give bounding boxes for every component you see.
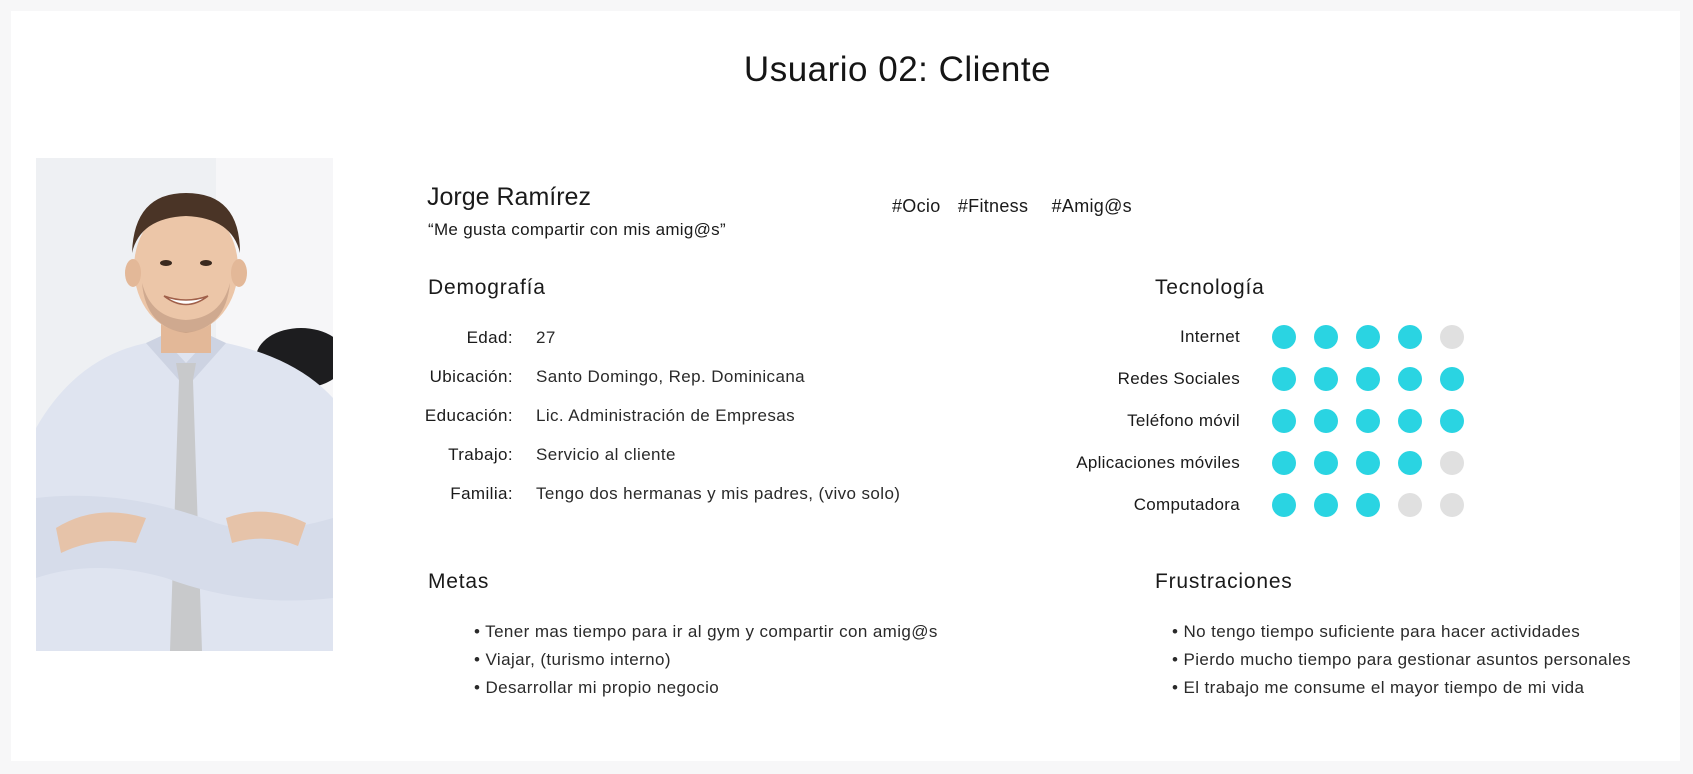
rating-dot (1398, 493, 1422, 517)
demografia-heading: Demografía (428, 276, 546, 299)
rating-dot (1440, 409, 1464, 433)
frustraciones-heading: Frustraciones (1155, 570, 1293, 593)
page-title: Usuario 02: Cliente (743, 50, 1052, 89)
metas-list (474, 618, 938, 702)
rating-dot (1356, 451, 1380, 475)
rating-dot (1398, 367, 1422, 391)
demografia-label: Educación: (424, 406, 513, 425)
person-photo-icon (36, 158, 333, 651)
rating-dot (1356, 325, 1380, 349)
rating-dot (1272, 451, 1296, 475)
rating-dot (1314, 325, 1338, 349)
demografia-value: 27 (536, 328, 556, 347)
rating-dot (1272, 409, 1296, 433)
list-item: • Desarrollar mi propio negocio (474, 678, 720, 697)
rating-dot (1314, 409, 1338, 433)
rating-dot (1440, 493, 1464, 517)
demografia-row (400, 484, 1100, 508)
list-item: • No tengo tiempo suficiente para hacer actividades (1172, 622, 1581, 641)
list-item: • Viajar, (turismo interno) (474, 650, 671, 669)
tecnologia-label: Internet (1179, 327, 1240, 346)
rating-dot (1314, 451, 1338, 475)
list-item: • Pierdo mucho tiempo para gestionar asuntos personales (1172, 650, 1631, 669)
rating-dot (1356, 409, 1380, 433)
tag: #Amig@s (1051, 196, 1132, 216)
rating-dot (1272, 325, 1296, 349)
list-item: • El trabajo me consume el mayor tiempo de mi vida (1172, 678, 1585, 697)
rating-dot (1440, 367, 1464, 391)
demografia-row (400, 406, 1100, 430)
tecnologia-label: Computadora (1133, 495, 1240, 514)
demografia-row (400, 367, 1100, 391)
demografia-value: Santo Domingo, Rep. Dominicana (536, 367, 806, 386)
persona-quote: “Me gusta compartir con mis amig@s” (428, 220, 726, 239)
tag: #Fitness (957, 196, 1029, 216)
frustraciones-list (1172, 618, 1631, 702)
metas-heading: Metas (428, 570, 490, 593)
rating-dot (1314, 493, 1338, 517)
tecnologia-heading: Tecnología (1155, 276, 1265, 299)
persona-name: Jorge Ramírez (427, 183, 591, 211)
rating-dot (1440, 325, 1464, 349)
tecnologia-label: Aplicaciones móviles (1076, 453, 1240, 472)
tecnologia-label: Redes Sociales (1117, 369, 1240, 388)
rating-dot (1356, 493, 1380, 517)
rating-dot (1398, 325, 1422, 349)
tag: #Ocio (892, 196, 941, 216)
demografia-value: Tengo dos hermanas y mis padres, (vivo solo) (536, 484, 901, 503)
tecnologia-row (1000, 325, 1480, 351)
demografia-value: Servicio al cliente (536, 445, 676, 464)
rating-dot (1398, 409, 1422, 433)
rating-dot (1272, 367, 1296, 391)
tecnologia-row (1000, 367, 1480, 393)
rating-dot (1398, 451, 1422, 475)
rating-dot (1356, 367, 1380, 391)
demografia-label: Trabajo: (448, 445, 513, 464)
tecnologia-row (1000, 451, 1480, 477)
rating-dot (1272, 493, 1296, 517)
list-item: • Tener mas tiempo para ir al gym y compartir con amig@s (474, 622, 938, 641)
demografia-row (400, 328, 1100, 352)
demografia-label: Ubicación: (429, 367, 513, 386)
demografia-label: Edad: (466, 328, 513, 347)
tecnologia-row (1000, 493, 1480, 519)
tecnologia-label: Teléfono móvil (1127, 411, 1240, 430)
rating-dot (1440, 451, 1464, 475)
demografia-row (400, 445, 1100, 469)
demografia-label: Familia: (450, 484, 513, 503)
persona-tags (892, 196, 1144, 217)
rating-dot (1314, 367, 1338, 391)
demografia-value: Lic. Administración de Empresas (536, 406, 796, 425)
tecnologia-row (1000, 409, 1480, 435)
persona-photo (36, 158, 333, 651)
